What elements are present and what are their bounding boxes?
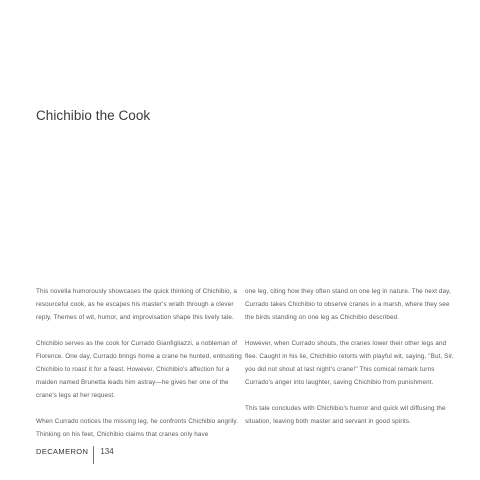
paragraph: When Currado notices the missing leg, he confronts Chichibio angrily. Thinking on his feet, Chichibio claims that cranes only have <box>36 417 239 438</box>
right-text-column <box>245 285 457 440</box>
running-book-title: DECAMERON <box>36 446 89 456</box>
paragraph: This novella humorously showcases the quick thinking of Chichibio, a resourceful cook, as he escapes his master's wrath through a clever reply. Themes of wit, humor, and improvisation shape this lively tale. <box>36 288 238 321</box>
left-text-column <box>36 285 248 453</box>
page-number: 134 <box>100 446 114 456</box>
page-footer <box>36 442 114 460</box>
paragraph: Chichibio serves as the cook for Currado Gianfigliazzi, a nobleman of Florence. One day, Currado brings home a crane he hunted, entrusting Chichibio to roast it for a feast. However, Chichibio's affection for a maiden named Brunetta leads him astray—he gives her one of the crane's legs at her request. <box>36 339 242 399</box>
paragraph: This tale concludes with Chichibio's humor and quick wit diffusing the situation, leaving both master and servant in good spirits. <box>245 404 446 425</box>
page-title: Chichibio the Cook <box>36 108 151 123</box>
paragraph: However, when Currado shouts, the cranes lower their other legs and flee. Caught in his lie, Chichibio retorts with playful wit, saying, "But, Sir, you did not shout at last night's crane!" This comical remark turns Currado's anger into laughter, saving Chichibio from punishment. <box>245 339 454 386</box>
paragraph: one leg, citing how they often stand on one leg in nature. The next day, Currado takes Chichibio to observe cranes in a marsh, where they see the birds standing on one leg as Chichibio described. <box>245 288 451 321</box>
